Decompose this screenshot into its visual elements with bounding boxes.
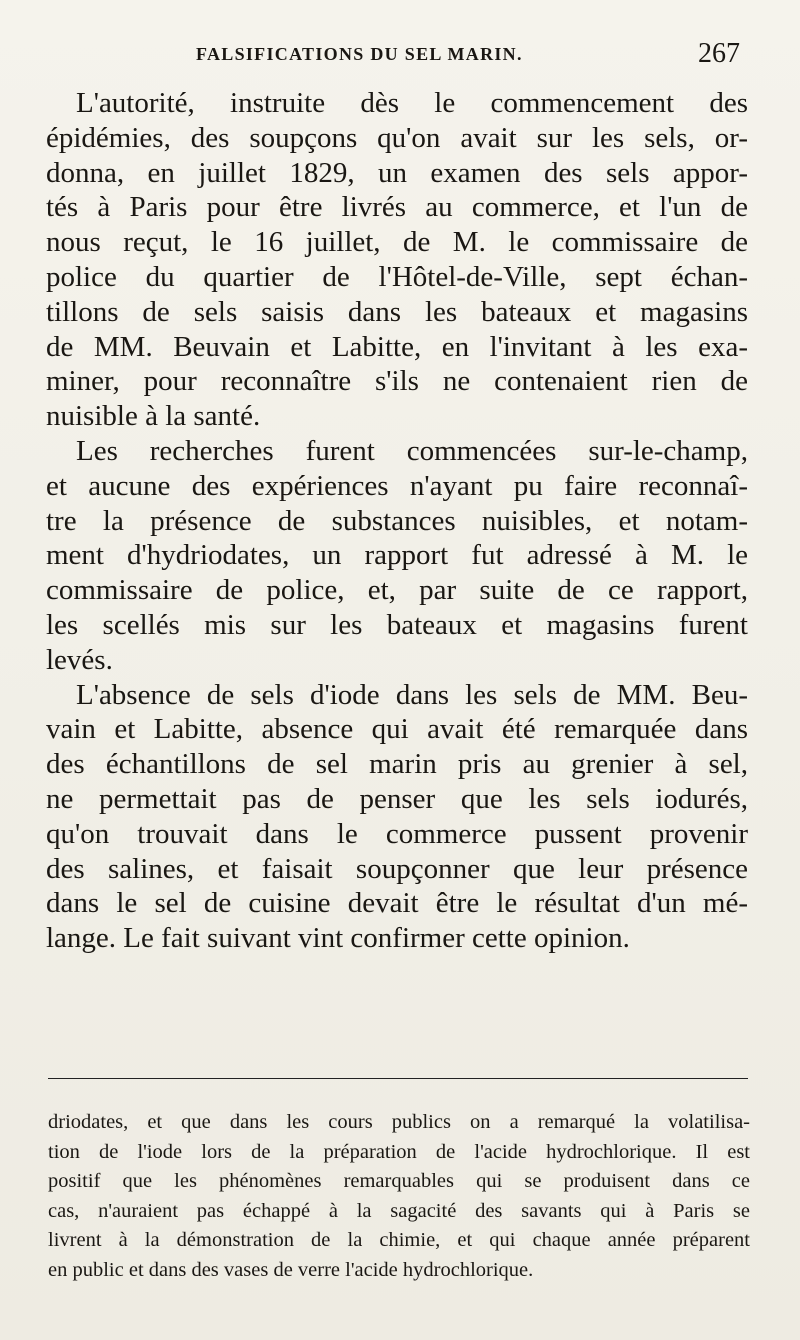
text-line: miner, pour reconnaître s'ils ne contenaient rien de: [46, 365, 748, 398]
text-line: vain et Labitte, absence qui avait été remarquée dans: [46, 713, 748, 746]
text-line: nuisible à la santé.: [46, 400, 261, 433]
text-line: nous reçut, le 16 juillet, de M. le commissaire de: [46, 226, 748, 259]
paragraph: [46, 86, 748, 434]
text-line: épidémies, des soupçons qu'on avait sur les sels, or-: [46, 121, 748, 154]
text-line: tillons de sels saisis dans les bateaux et magasins: [46, 295, 748, 328]
page-number: 267: [698, 38, 740, 69]
text-line: levés.: [46, 643, 113, 676]
text-line: tés à Paris pour être livrés au commerce, et l'un de: [46, 191, 748, 224]
text-line: L'absence de sels d'iode dans les sels de MM. Beu-: [76, 678, 748, 711]
text-line: commissaire de police, et, par suite de ce rapport,: [46, 574, 748, 607]
text-line: lange. Le fait suivant vint confirmer cette opinion.: [46, 922, 630, 955]
text-line: ne permettait pas de penser que les sels iodurés,: [46, 782, 748, 815]
footnote-line: positif que les phénomènes remarquables qui se produisent dans ce: [48, 1170, 750, 1193]
footnote-line: tion de l'iode lors de la préparation de l'acide hydrochlorique. Il est: [48, 1140, 750, 1163]
footnote: [48, 1108, 750, 1286]
footnote-line: livrent à la démonstration de la chimie, et qui chaque année préparent: [48, 1229, 750, 1252]
running-title: FALSIFICATIONS DU SEL MARIN.: [196, 44, 523, 64]
text-line: donna, en juillet 1829, un examen des sels appor-: [46, 156, 748, 189]
page-header: [196, 38, 746, 72]
text-line: de MM. Beuvain et Labitte, en l'invitant à les exa-: [46, 330, 748, 363]
text-line: dans le sel de cuisine devait être le résultat d'un mé-: [46, 887, 748, 920]
text-line: police du quartier de l'Hôtel-de-Ville, sept échan-: [46, 260, 748, 293]
footnote-separator-rule: [48, 1078, 748, 1079]
text-line: tre la présence de substances nuisibles, et notam-: [46, 504, 748, 537]
text-line: qu'on trouvait dans le commerce pussent provenir: [46, 817, 748, 850]
text-line: et aucune des expériences n'ayant pu faire reconnaî-: [46, 469, 748, 502]
text-line: des salines, et faisait soupçonner que leur présence: [46, 852, 748, 885]
footnote-line: cas, n'auraient pas échappé à la sagacité des savants qui à Paris se: [48, 1199, 750, 1222]
text-line: Les recherches furent commencées sur-le-champ,: [76, 434, 748, 467]
footnote-line: driodates, et que dans les cours publics on a remarqué la volatilisa-: [48, 1111, 750, 1133]
text-line: les scellés mis sur les bateaux et magasins furent: [46, 608, 748, 641]
main-text: [46, 86, 748, 956]
text-line: des échantillons de sel marin pris au grenier à sel,: [46, 748, 748, 781]
text-line: ment d'hydriodates, un rapport fut adressé à M. le: [46, 539, 748, 572]
footnote-line: en public et dans des vases de verre l'acide hydrochlorique.: [48, 1258, 534, 1281]
paragraph: [46, 434, 748, 678]
paragraph: [46, 678, 748, 956]
text-line: L'autorité, instruite dès le commencement des: [76, 87, 748, 119]
